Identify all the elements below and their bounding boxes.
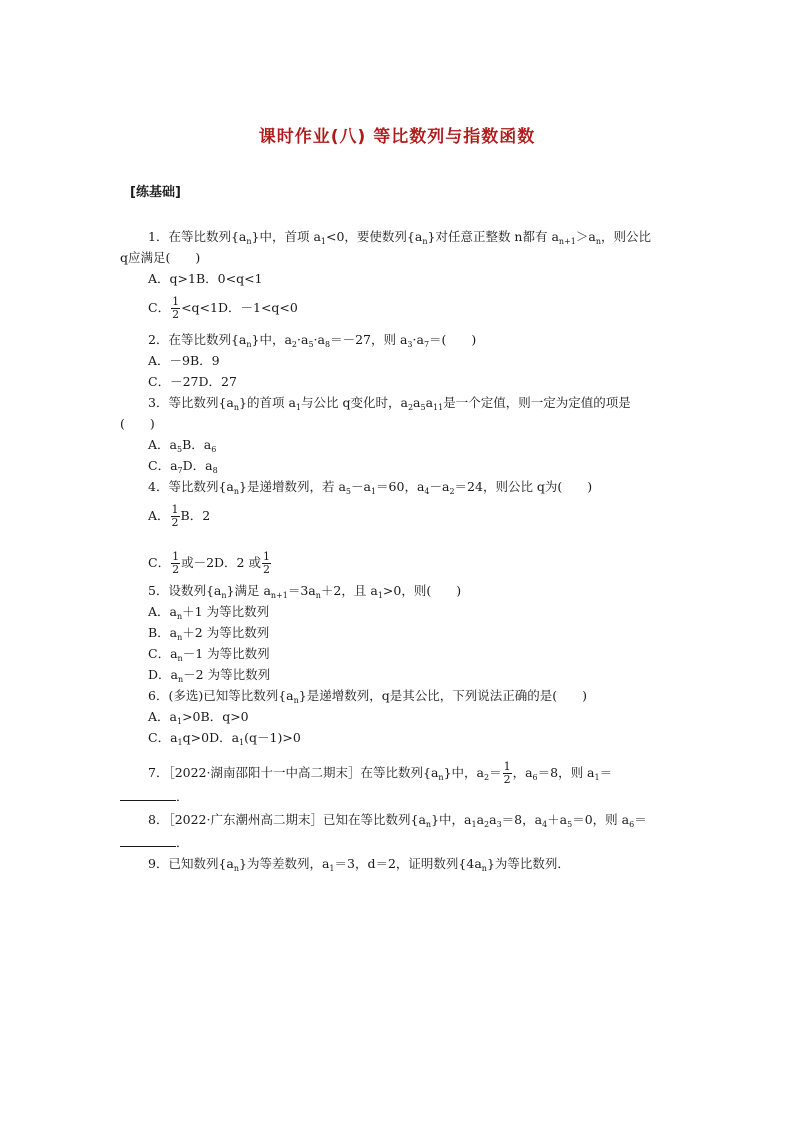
question-1-options-cd <box>148 296 298 321</box>
option-b-tail: ＋2 为等比数列 <box>182 625 270 640</box>
q8-text: 8．［2022·广东潮州高二期末］已知在等比数列{a <box>148 812 426 827</box>
sub: 5 <box>176 445 183 454</box>
sub: 1 <box>594 773 600 782</box>
numerator: 1 <box>503 760 511 773</box>
option-d: D．a <box>209 730 240 745</box>
option-c: C．a <box>148 730 178 745</box>
sub: n <box>177 675 184 684</box>
option-d: D．a <box>148 667 178 682</box>
fraction-one-half <box>171 296 180 321</box>
fraction-one-half <box>171 551 180 576</box>
question-7-answer <box>120 788 189 805</box>
sub: 2 <box>483 773 490 782</box>
option-d: D．2 或 <box>214 555 261 570</box>
option-c: 或－2 <box>181 555 215 570</box>
q9-text: }为等差数列，a <box>239 856 330 871</box>
q3-text: 是一个定值，则一定为定值的项是 <box>443 395 631 410</box>
question-7 <box>148 761 612 786</box>
q7-text: ，a <box>512 765 533 780</box>
sub: 1 <box>295 403 301 412</box>
sub: n <box>177 654 183 663</box>
q2-text: }中，a <box>251 332 292 347</box>
fraction-one-half <box>503 761 512 786</box>
q8-text: ＋a <box>547 812 568 827</box>
question-6 <box>148 688 587 704</box>
sub: 6 <box>629 820 635 829</box>
q8-text: a <box>476 812 485 827</box>
sub: 1 <box>320 237 326 246</box>
q2-text: ·a <box>412 332 424 347</box>
sub: 5 <box>420 403 426 412</box>
sub: n <box>176 612 183 621</box>
q2-text: 2．在等比数列{a <box>148 332 247 347</box>
option-a-tail: ＋1 为等比数列 <box>182 604 270 619</box>
sub: n <box>177 633 183 642</box>
q8-text: ＝8，a <box>501 812 543 827</box>
question-1-continuation: q应满足( ) <box>120 250 201 265</box>
q2-text: ＝( ) <box>429 332 477 347</box>
sub: 7 <box>423 340 430 349</box>
question-5-option-d <box>148 667 270 683</box>
sub: n <box>233 403 240 412</box>
question-9 <box>148 856 570 872</box>
option-b: B．a <box>148 625 178 640</box>
question-1-options-ab <box>148 271 263 287</box>
numerator: 1 <box>262 550 270 563</box>
option-b: B．2 <box>180 508 211 523</box>
option-d: D．a <box>182 458 213 473</box>
question-5-option-a <box>148 604 269 620</box>
q8-text: ＝0，则 a <box>572 812 630 827</box>
sub: 3 <box>496 820 502 829</box>
q1-text: }对任意正整数 n都有 a <box>427 229 559 244</box>
option-c: C．a <box>148 458 178 473</box>
option-c: C．a <box>148 646 178 661</box>
q7-end: ． <box>176 789 189 804</box>
answer-blank[interactable] <box>120 834 176 847</box>
question-3-continuation: ( ) <box>120 416 155 431</box>
sub: 4 <box>542 820 548 829</box>
sub: 4 <box>424 487 430 496</box>
numerator: 1 <box>171 503 179 516</box>
q6-text: 6．(多选)已知等比数列{a <box>148 688 294 703</box>
q9-text: }为等比数列． <box>486 856 570 871</box>
sub: n <box>315 591 321 600</box>
q8-end: ． <box>176 835 189 850</box>
q5-text: ＋2，且 a <box>320 583 378 598</box>
sub: n <box>233 487 240 496</box>
q2-text: ·a <box>297 332 309 347</box>
option-c-label: C． <box>148 300 171 315</box>
q5-text: }满足 a <box>226 583 271 598</box>
sub: n <box>425 820 432 829</box>
q3-text: }的首项 a <box>239 395 296 410</box>
question-4 <box>148 479 592 495</box>
option-a: A．a <box>148 437 177 452</box>
q5-text: >0，则( ) <box>382 583 462 598</box>
q4-text: －a <box>351 479 371 494</box>
q1-text: <0，要使数列{a <box>326 229 423 244</box>
q9-text: 9．已知数列{a <box>148 856 234 871</box>
option-d: D．－1<q<0 <box>217 300 298 315</box>
sub: n+1 <box>558 237 576 246</box>
option-b: B．a <box>182 437 212 452</box>
option-c: C．－27 <box>148 374 199 389</box>
fraction-one-half <box>171 504 180 529</box>
section-heading: [练基础] <box>130 185 181 200</box>
option-d: D．27 <box>198 374 237 389</box>
q8-text: }中，a <box>431 812 472 827</box>
option-b: B．q>0 <box>200 709 249 724</box>
sub: 5 <box>308 340 314 349</box>
q1-text: ＞a <box>575 229 596 244</box>
sub: 6 <box>532 773 538 782</box>
q9-text: ＝3，d＝2，证明数列{4a <box>334 856 482 871</box>
q4-text: ＝24，则公比 q为( ) <box>454 479 593 494</box>
q7-text: ＝ <box>599 765 613 780</box>
option-a: A．a <box>148 709 177 724</box>
sub: n <box>422 237 428 246</box>
question-2-options-ab <box>148 353 220 369</box>
question-3 <box>148 395 631 411</box>
q5-text: 5．设数列{a <box>148 583 222 598</box>
denominator: 2 <box>262 563 270 576</box>
sub: 1 <box>370 487 377 496</box>
sub: n <box>481 864 487 873</box>
sub: 2 <box>484 820 490 829</box>
question-2 <box>148 332 476 348</box>
option-c-label: C． <box>148 555 171 570</box>
question-6-options-ab <box>148 709 249 725</box>
option-c-tail: －1 为等比数列 <box>182 646 270 661</box>
question-4-options-cd <box>148 551 272 576</box>
q2-text: ·a <box>313 332 325 347</box>
option-b: B．9 <box>189 353 220 368</box>
sub: 8 <box>212 466 218 475</box>
sub: n <box>293 696 299 705</box>
q8-text: ＝ <box>634 812 647 827</box>
option-d-tail: －2 为等比数列 <box>183 667 271 682</box>
option-c: <q<1 <box>181 300 218 315</box>
question-3-options-ab <box>148 437 216 453</box>
sub: n <box>246 340 252 349</box>
sub: 11 <box>433 403 444 412</box>
sub: n <box>221 591 227 600</box>
sub: 7 <box>177 466 183 475</box>
sub: 2 <box>407 403 414 412</box>
page-title: 课时作业(八) 等比数列与指数函数 <box>258 127 536 147</box>
numerator: 1 <box>172 295 180 308</box>
sub: n <box>246 237 252 246</box>
q7-text: ＝8，则 a <box>537 765 595 780</box>
answer-blank[interactable] <box>120 788 176 801</box>
sub: 8 <box>324 340 331 349</box>
option-a: A．a <box>148 604 177 619</box>
q7-text: ＝ <box>489 765 502 780</box>
sub: 5 <box>567 820 573 829</box>
sub: 1 <box>177 738 183 747</box>
sub: n <box>233 864 240 873</box>
question-6-options-cd <box>148 730 301 746</box>
question-3-options-cd <box>148 458 218 474</box>
option-d-tail: (q－1)>0 <box>244 730 301 745</box>
q1-text: 在等比数列{a <box>168 229 247 244</box>
numerator: 1 <box>172 550 180 563</box>
question-5-option-b <box>148 625 269 641</box>
sub: 1 <box>377 591 383 600</box>
q4-text: 4．等比数列{a <box>148 479 234 494</box>
q2-text: ＝－27，则 a <box>330 332 408 347</box>
q4-text: }是递增数列，若 a <box>239 479 346 494</box>
q5-text: ＝3a <box>287 583 316 598</box>
question-4-options-ab <box>148 504 210 529</box>
option-c-tail: q>0 <box>182 730 210 745</box>
option-a: A．－9 <box>148 353 190 368</box>
sub: n <box>438 773 444 782</box>
sub: 1 <box>329 864 335 873</box>
q6-text: }是递增数列，q是其公比，下列说法正确的是( ) <box>298 688 587 703</box>
denominator: 2 <box>171 516 179 529</box>
question-8 <box>148 812 647 828</box>
sub: n+1 <box>270 591 288 600</box>
q1-text: }中，首项 a <box>251 229 321 244</box>
q3-term: a <box>425 395 434 410</box>
q3-text: 3．等比数列{a <box>148 395 234 410</box>
q7-text: 7．［2022·湖南邵阳十一中高二期末］在等比数列{a <box>148 765 439 780</box>
sub: 1 <box>239 738 245 747</box>
question-8-answer <box>120 834 189 851</box>
sub: 1 <box>176 717 183 726</box>
q1-number: 1． <box>148 229 169 244</box>
question-2-options-cd <box>148 374 237 390</box>
q8-text: a <box>489 812 497 827</box>
sub: 2 <box>449 487 455 496</box>
q3-term: a <box>413 395 421 410</box>
sub: 3 <box>407 340 413 349</box>
question-5 <box>148 583 461 599</box>
question-1 <box>148 229 651 245</box>
q3-text: 与公比 q变化时，a <box>301 395 408 410</box>
sub: 6 <box>211 445 217 454</box>
q4-text: －a <box>429 479 450 494</box>
sub: n <box>595 237 601 246</box>
option-a: A．q>1 <box>148 271 196 286</box>
denominator: 2 <box>503 773 511 786</box>
option-b: B．0<q<1 <box>195 271 263 286</box>
option-a-tail: >0 <box>182 709 201 724</box>
sub: 1 <box>471 820 477 829</box>
fraction-one-half <box>262 551 271 576</box>
sub: 5 <box>345 487 351 496</box>
q7-text: }中，a <box>443 765 484 780</box>
option-a-label: A． <box>148 508 170 523</box>
denominator: 2 <box>172 308 180 321</box>
q4-text: ＝60，a <box>376 479 425 494</box>
sub: 2 <box>291 340 298 349</box>
denominator: 2 <box>172 563 180 576</box>
question-5-option-c <box>148 646 270 662</box>
q1-text: ，则公比 <box>600 229 651 244</box>
